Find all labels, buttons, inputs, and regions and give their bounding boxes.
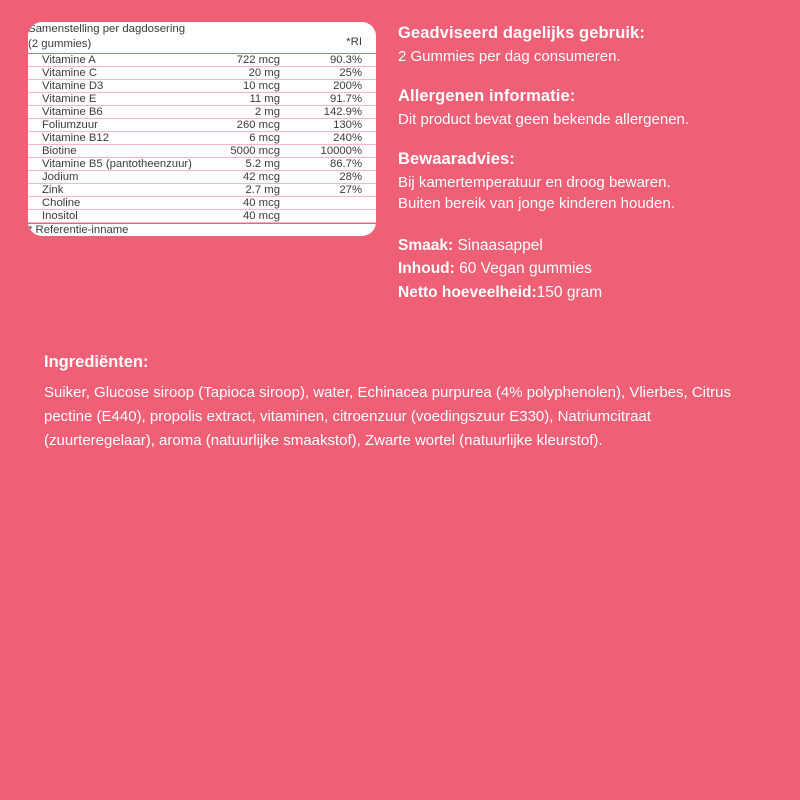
nutrient-ri: 200%	[296, 79, 376, 92]
table-row	[28, 92, 376, 105]
storage-text-line2: Buiten bereik van jonge kinderen houden.	[398, 195, 675, 213]
spec-label-netweight: Netto hoeveelheid:	[398, 283, 537, 301]
ingredients-heading-text: Ingrediënten	[44, 352, 144, 371]
nutrient-ri: 25%	[296, 66, 376, 79]
nutrient-amount: 722 mcg	[219, 53, 296, 66]
nutrient-amount: 6 mcg	[219, 131, 296, 144]
table-header-title-line2: (2 gummies)	[28, 38, 92, 51]
ingredients-text: Suiker, Glucose siroop (Tapioca siroop), water, Echinacea purpurea (4% polyphenolen), Vlierbes, Citrus pectine (E440), propolis extract, vitaminen, citroenzuur (voedingszuur E330), Natriumcitraat (zuurteregelaar), aroma (natuurlijke smaakstof), Zwarte wortel (natuurlijke kleurstof).	[44, 383, 732, 450]
table-row	[28, 131, 376, 144]
spec-row-netweight	[398, 281, 772, 304]
info-column	[398, 22, 772, 323]
nutrient-name: Vitamine B12	[28, 131, 219, 144]
ingredients-heading	[44, 353, 764, 372]
nutrient-name: Vitamine C	[28, 66, 219, 79]
storage-heading: Bewaaradvies:	[398, 149, 515, 168]
table-footnote-row	[28, 223, 376, 236]
nutrition-table-card	[28, 22, 376, 236]
nutrient-name: Vitamine B5 (pantotheenzuur)	[28, 157, 219, 170]
usage-text: 2 Gummies per dag consumeren.	[398, 48, 621, 65]
table-row	[28, 105, 376, 118]
table-row	[28, 66, 376, 79]
specs-block	[398, 234, 772, 304]
table-header-row	[28, 22, 376, 53]
table-row	[28, 79, 376, 92]
spec-value-content: 60 Vegan gummies	[459, 260, 592, 278]
table-header-ri: *RI	[296, 22, 376, 53]
spec-row-flavour	[398, 234, 772, 257]
nutrient-ri: 27%	[296, 183, 376, 196]
nutrient-name: Choline	[28, 196, 219, 209]
allergens-block	[398, 87, 772, 131]
spec-label-flavour: Smaak:	[398, 237, 454, 254]
ingredients-section	[28, 353, 772, 454]
nutrient-name: Foliumzuur	[28, 118, 219, 131]
spec-label-content: Inhoud:	[398, 260, 455, 278]
nutrient-ri: 90.3%	[296, 53, 376, 66]
nutrient-amount: 260 mcg	[219, 118, 296, 131]
nutrient-name: Inositol	[28, 209, 219, 222]
allergens-heading: Allergenen informatie:	[398, 86, 576, 105]
nutrient-amount: 2.7 mg	[219, 183, 296, 196]
nutrient-name: Vitamine B6	[28, 105, 219, 118]
nutrient-amount: 40 mcg	[219, 196, 296, 209]
nutrition-table-body	[28, 53, 376, 236]
nutrient-ri: 142.9%	[296, 105, 376, 118]
table-row	[28, 118, 376, 131]
table-row	[28, 144, 376, 157]
table-row	[28, 170, 376, 183]
table-row	[28, 196, 376, 209]
table-row	[28, 157, 376, 170]
nutrient-ri: 91.7%	[296, 92, 376, 105]
top-section	[28, 22, 772, 323]
spec-row-content	[398, 257, 772, 280]
nutrient-amount: 5000 mcg	[219, 144, 296, 157]
table-footnote: * Referentie-inname	[28, 223, 129, 236]
nutrient-ri: 86.7%	[296, 157, 376, 170]
nutrient-name: Vitamine D3	[28, 79, 219, 92]
table-header-title	[28, 22, 296, 53]
storage-block	[398, 150, 772, 216]
spec-value-netweight: 150 gram	[536, 283, 603, 301]
nutrient-name: Zink	[28, 183, 219, 196]
nutrient-ri	[296, 196, 376, 209]
usage-block	[398, 24, 772, 68]
nutrient-amount: 20 mg	[219, 66, 296, 79]
storage-text-line1: Bij kamertemperatuur en droog bewaren.	[398, 173, 671, 191]
ingredients-heading-colon: :	[143, 352, 149, 371]
table-row	[28, 209, 376, 222]
nutrient-ri	[296, 209, 376, 222]
nutrient-amount: 11 mg	[219, 92, 296, 105]
nutrient-name: Biotine	[28, 144, 219, 157]
nutrient-name: Jodium	[28, 170, 219, 183]
table-row	[28, 53, 376, 66]
nutrient-amount: 40 mcg	[219, 209, 296, 222]
nutrition-table	[28, 22, 376, 236]
nutrient-amount: 42 mcg	[219, 170, 296, 183]
nutrient-amount: 5.2 mg	[219, 157, 296, 170]
usage-heading: Geadviseerd dagelijks gebruik:	[398, 24, 645, 42]
nutrient-ri: 10000%	[296, 144, 376, 157]
nutrient-amount: 2 mg	[219, 105, 296, 118]
nutrition-table-head	[28, 22, 376, 53]
spec-value-flavour: Sinaasappel	[457, 237, 543, 254]
nutrient-name: Vitamine E	[28, 92, 219, 105]
nutrient-ri: 240%	[296, 131, 376, 144]
table-header-title-line1: Samenstelling per dagdosering	[28, 23, 186, 35]
allergens-text: Dit product bevat geen bekende allergenen.	[398, 110, 690, 128]
nutrient-ri: 130%	[296, 118, 376, 131]
nutrient-ri: 28%	[296, 170, 376, 183]
table-row	[28, 183, 376, 196]
nutrient-amount: 10 mcg	[219, 79, 296, 92]
nutrient-name: Vitamine A	[28, 53, 219, 66]
